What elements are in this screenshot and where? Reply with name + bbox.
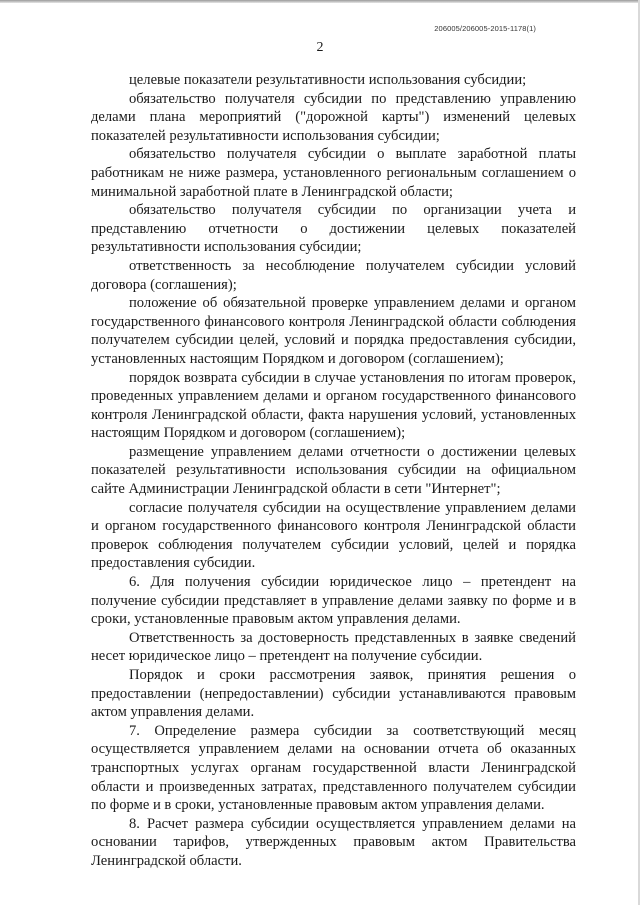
paragraph: обязательство получателя субсидии о выплате заработной платы работникам не ниже размера, установленного региональным соглашением о минимальной заработной плате в Ленинградской области; (91, 146, 576, 200)
paragraph: обязательство получателя субсидии по организации учета и представлению отчетности о достижении целевых показателей результативности использования субсидии; (91, 202, 576, 256)
document-registration-code: 206005/206005-2015-1178(1) (434, 24, 536, 33)
scan-top-edge (0, 0, 640, 3)
paragraph: положение об обязательной проверке управлением делами и органом государственного финансового контроля Ленинградской области соблюдения получателем субсидии целей, условий и порядка предоставления субсидии, установленных настоящим Порядком и договором (соглашением); (91, 295, 576, 367)
paragraph: 6. Для получения субсидии юридическое лицо – претендент на получение субсидии представляет в управление делами заявку по форме и в сроки, установленные правовым актом управления делами. (91, 574, 576, 628)
page-number: 2 (316, 40, 324, 55)
document-body (91, 71, 576, 871)
paragraph: целевые показатели результативности использования субсидии; (129, 72, 527, 88)
paragraph: обязательство получателя субсидии по представлению управлению делами плана мероприятий ("дорожной карты") изменений целевых показателей результативности использования субсидии; (91, 90, 576, 144)
paragraph: размещение управлением делами отчетности о достижении целевых показателей результативности использования субсидии на официальном сайте Администрации Ленинградской области в сети "Интернет"; (91, 443, 576, 498)
paragraph: порядок возврата субсидии в случае установления по итогам проверок, проведенных управлением делами и органом государственного финансового контроля Ленинградской области, факта нарушения условий, установленных настоящим Порядком и договором (соглашением); (91, 369, 576, 442)
paragraph: согласие получателя субсидии на осуществление управлением делами и органом государственного финансового контроля Ленинградской области проверок соблюдения получателем субсидии условий, целей и порядка предоставления субсидии. (91, 499, 576, 572)
paragraph: ответственность за несоблюдение получателем субсидии условий договора (соглашения); (91, 257, 576, 293)
paragraph: 7. Определение размера субсидии за соответствующий месяц осуществляется управлением делами на основании отчета об оказанных транспортных услугах органам государственной власти Ленинградской области и произведенных затратах, представленного получателем субсидии по форме и в сроки, установленные правовым актом управления делами. (91, 722, 576, 814)
paragraph: Ответственность за достоверность представленных в заявке сведений несет юридическое лицо – претендент на получение субсидии. (91, 629, 576, 665)
paragraph: 8. Расчет размера субсидии осуществляется управлением делами на основании тарифов, утвержденных правовым актом Правительства Ленинградской области. (91, 815, 576, 869)
paragraph: Порядок и сроки рассмотрения заявок, принятия решения о предоставлении (непредоставлении) субсидии устанавливаются правовым актом управления делами. (91, 667, 576, 721)
